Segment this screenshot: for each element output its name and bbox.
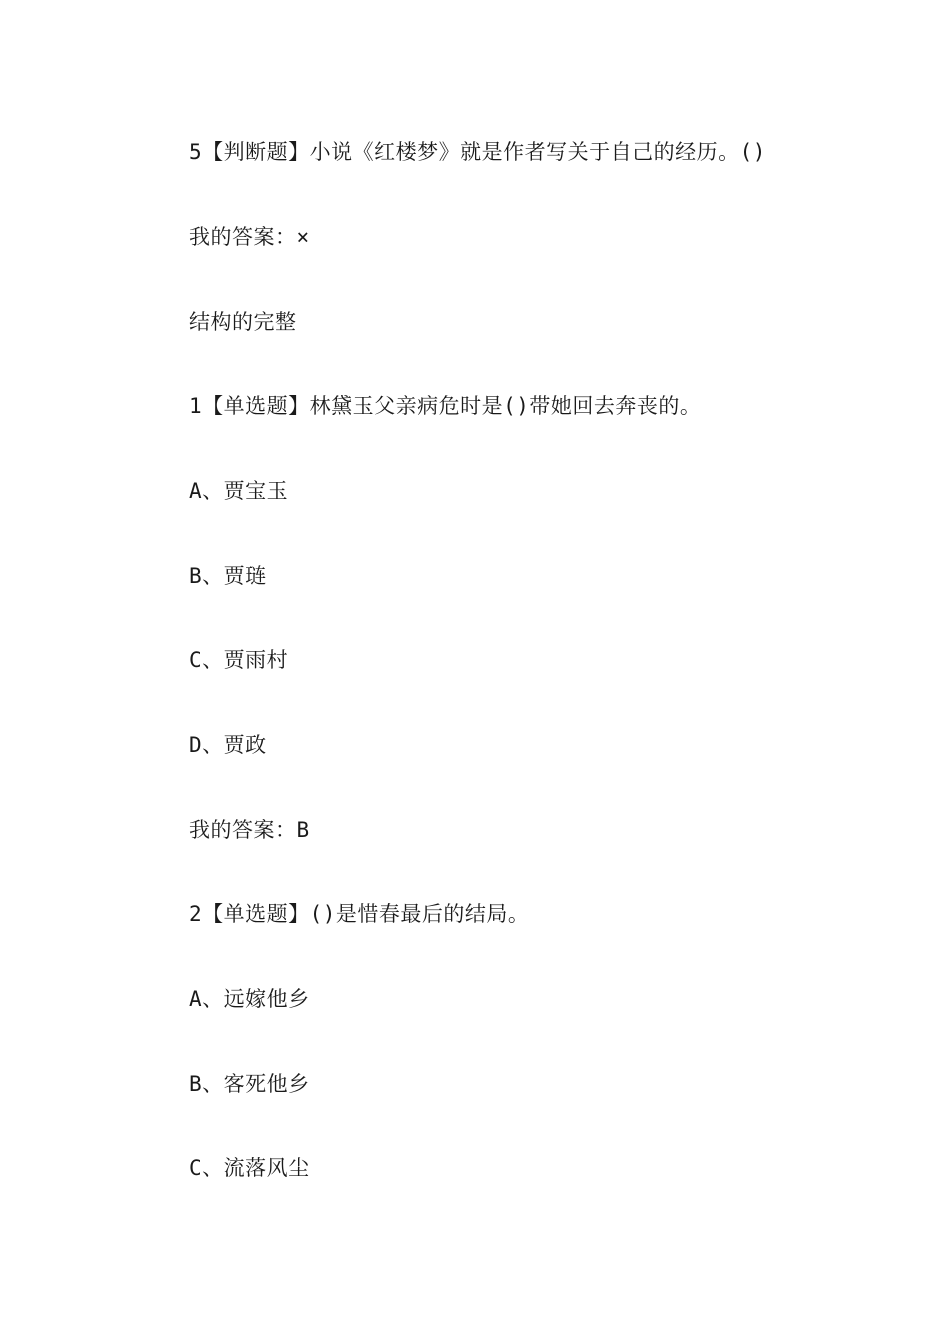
option-c: C、流落风尘 [189, 1156, 310, 1180]
option-a: A、贾宝玉 [189, 479, 289, 503]
option-c: C、贾雨村 [189, 648, 289, 672]
option-b: B、客死他乡 [189, 1072, 310, 1096]
option-b: B、贾琏 [189, 564, 267, 588]
question-5-text: 5【判断题】小说《红楼梦》就是作者写关于自己的经历。() [189, 140, 766, 164]
option-d: D、贾政 [189, 733, 267, 757]
question-1-text: 1【单选题】林黛玉父亲病危时是()带她回去奔丧的。 [189, 394, 702, 418]
answer-line: 我的答案：× [189, 225, 310, 249]
section-heading: 结构的完整 [189, 310, 297, 334]
answer-line: 我的答案：B [189, 818, 310, 842]
question-2-text: 2【单选题】()是惜春最后的结局。 [189, 902, 530, 926]
option-a: A、远嫁他乡 [189, 987, 310, 1011]
